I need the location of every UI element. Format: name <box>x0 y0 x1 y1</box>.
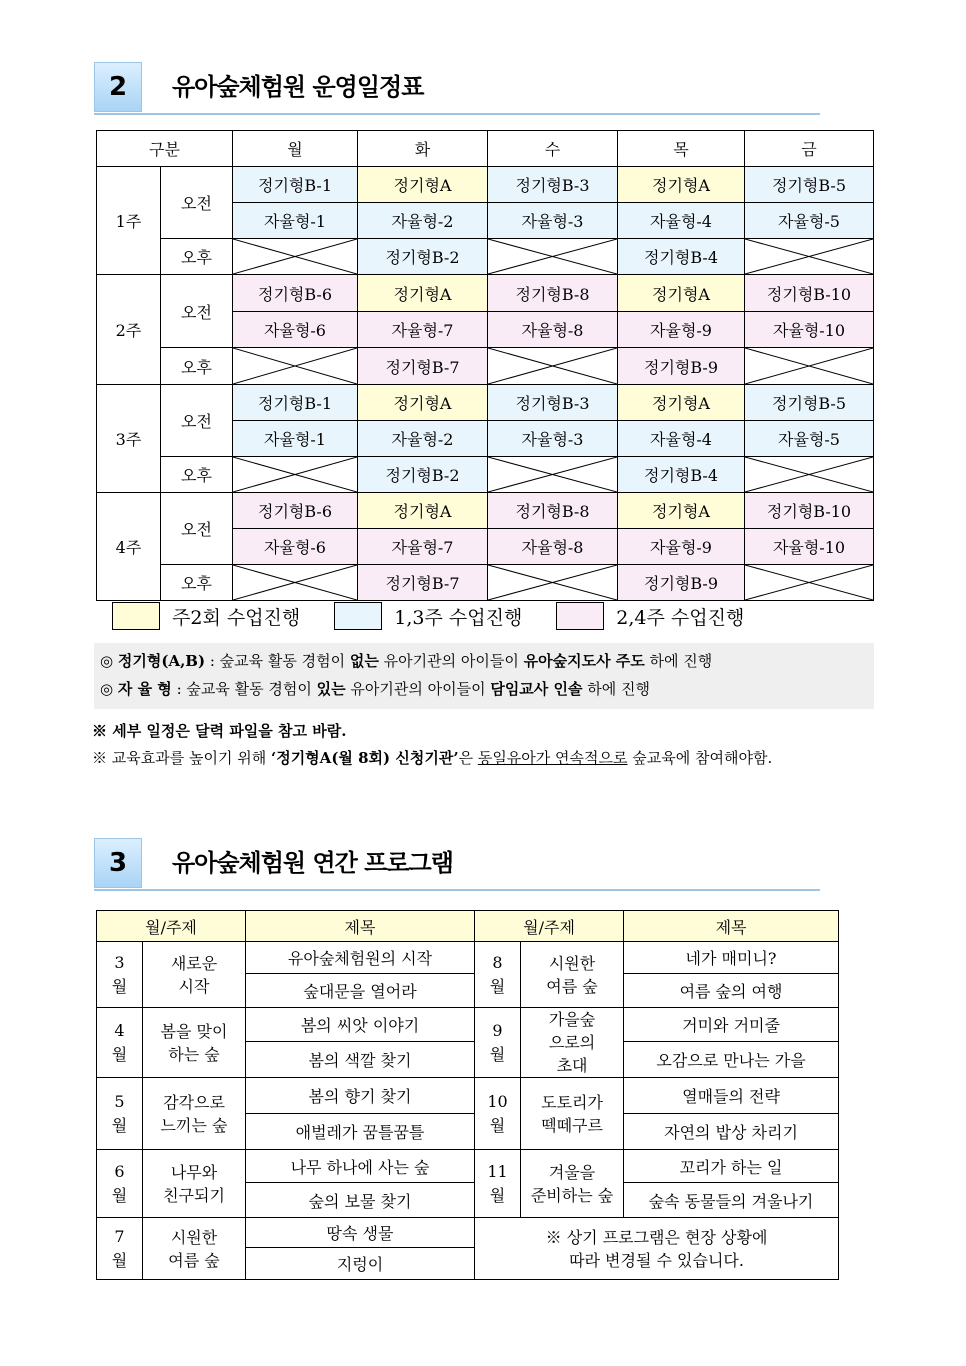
note-emph: 있는 <box>316 680 346 698</box>
cross-out-icon <box>488 457 617 492</box>
schedule-header-fri: 금 <box>745 131 874 167</box>
schedule-cell: 자율형-10 <box>745 312 874 348</box>
program-title: 지렁이 <box>246 1248 475 1280</box>
section3-rule <box>94 889 820 891</box>
program-theme: 감각으로 느끼는 숲 <box>143 1078 246 1150</box>
program-table <box>96 910 839 1280</box>
schedule-cell: 정기형A <box>358 493 488 529</box>
note-text: 숲교육에 참여해야함. <box>627 749 773 767</box>
program-month: 9 월 <box>475 1008 521 1078</box>
schedule-row <box>97 275 874 312</box>
schedule-cell: 자율형-4 <box>618 203 745 239</box>
program-row <box>97 942 839 974</box>
note-text: : 숲교육 활동 경험이 <box>205 652 350 670</box>
schedule-cell: 자율형-8 <box>488 312 618 348</box>
schedule-cell: 정기형B-8 <box>488 493 618 529</box>
cross-out-icon <box>488 565 617 600</box>
no-class-cell <box>488 348 618 385</box>
schedule-cell: 정기형B-9 <box>618 565 745 601</box>
schedule-cell: 정기형A <box>358 167 488 203</box>
schedule-row <box>97 493 874 529</box>
schedule-header-mon: 월 <box>233 131 358 167</box>
schedule-cell: 정기형B-9 <box>618 348 745 385</box>
program-title: 애벌레가 꿈틀꿈틀 <box>246 1114 475 1150</box>
week-label: 1주 <box>97 167 161 275</box>
cross-out-icon <box>745 565 873 600</box>
program-title: 네가 매미니? <box>624 942 839 974</box>
program-title: 봄의 향기 찾기 <box>246 1078 475 1114</box>
program-change-note: ※ 상기 프로그램은 현장 상황에 따라 변경될 수 있습니다. <box>475 1218 839 1280</box>
section2-number: 2 <box>94 62 142 112</box>
program-title: 땅속 생물 <box>246 1218 475 1248</box>
note-text: ※ 교육효과를 높이기 위해 <box>92 749 271 767</box>
program-title: 꼬리가 하는 일 <box>624 1150 839 1183</box>
schedule-cell: 정기형A <box>358 275 488 312</box>
note-text: 은 <box>458 749 478 767</box>
cross-out-icon <box>745 348 873 384</box>
no-class-cell <box>233 348 358 385</box>
program-month: 8 월 <box>475 942 521 1008</box>
program-title: 숲의 보물 찾기 <box>246 1183 475 1218</box>
note-calendar-text: ※ 세부 일정은 달력 파일을 참고 바람. <box>92 722 347 740</box>
schedule-cell: 자율형-10 <box>745 529 874 565</box>
program-title: 봄의 씨앗 이야기 <box>246 1008 475 1042</box>
note-bullet: ◎ <box>100 652 114 670</box>
schedule-cell: 정기형B-10 <box>745 275 874 312</box>
schedule-cell: 자율형-7 <box>358 312 488 348</box>
note-emph: 없는 <box>349 652 379 670</box>
legend-label-blue: 1,3주 수업진행 <box>394 606 523 629</box>
program-title: 자연의 밥상 차리기 <box>624 1114 839 1150</box>
morning-label: 오전 <box>161 275 233 348</box>
schedule-row <box>97 348 874 385</box>
program-theme: 나무와 친구되기 <box>143 1150 246 1218</box>
schedule-cell: 정기형B-1 <box>233 385 358 421</box>
no-class-cell <box>233 457 358 493</box>
note-autonomous-type <box>100 675 874 703</box>
note-text: 유아기관의 아이들이 <box>345 680 491 698</box>
program-theme: 새로운 시작 <box>143 942 246 1008</box>
note-underline: 동일유아가 연속적으로 <box>477 749 628 767</box>
schedule-cell: 정기형B-2 <box>358 457 488 493</box>
program-title: 봄의 색깔 찾기 <box>246 1041 475 1077</box>
legend-label-yellow: 주2회 수업진행 <box>172 606 301 629</box>
schedule-cell: 자율형-5 <box>745 203 874 239</box>
cross-out-icon <box>745 239 873 274</box>
program-header-month-theme-right: 월/주제 <box>475 911 624 942</box>
schedule-cell: 정기형B-6 <box>233 493 358 529</box>
program-month: 6 월 <box>97 1150 143 1218</box>
afternoon-label: 오후 <box>161 457 233 493</box>
note-term: 자 율 형 <box>117 680 172 698</box>
schedule-row <box>97 167 874 203</box>
section2-header <box>94 62 820 112</box>
program-header-title-right: 제목 <box>624 911 839 942</box>
note-regular-type <box>100 647 874 675</box>
program-row <box>97 1078 839 1114</box>
program-theme: 봄을 맞이 하는 숲 <box>143 1008 246 1078</box>
program-month: 4 월 <box>97 1008 143 1078</box>
schedule-cell: 정기형B-7 <box>358 565 488 601</box>
program-month: 11 월 <box>475 1150 521 1218</box>
schedule-cell: 정기형B-2 <box>358 239 488 275</box>
schedule-row <box>97 239 874 275</box>
note-text: : 숲교육 활동 경험이 <box>171 680 317 698</box>
cross-out-icon <box>233 239 357 274</box>
no-class-cell <box>745 457 874 493</box>
no-class-cell <box>745 239 874 275</box>
program-theme: 도토리가 떽떼구르 <box>521 1078 624 1150</box>
schedule-cell: 자율형-7 <box>358 529 488 565</box>
program-month: 5 월 <box>97 1078 143 1150</box>
schedule-header-tue: 화 <box>358 131 488 167</box>
program-month: 10 월 <box>475 1078 521 1150</box>
schedule-cell: 자율형-3 <box>488 203 618 239</box>
note-continuity <box>92 745 876 772</box>
program-title: 여름 숲의 여행 <box>624 974 839 1008</box>
no-class-cell <box>233 565 358 601</box>
schedule-row <box>97 385 874 421</box>
no-class-cell <box>488 239 618 275</box>
cross-out-icon <box>488 348 617 384</box>
cross-out-icon <box>233 565 357 600</box>
afternoon-label: 오후 <box>161 348 233 385</box>
program-title: 유아숲체험원의 시작 <box>246 942 475 974</box>
schedule-cell: 정기형A <box>618 493 745 529</box>
cross-out-icon <box>745 457 873 492</box>
schedule-cell: 자율형-5 <box>745 421 874 457</box>
schedule-cell: 정기형B-5 <box>745 167 874 203</box>
program-theme: 가을숲 으로의 초대 <box>521 1008 624 1078</box>
week-label: 3주 <box>97 385 161 493</box>
afternoon-label: 오후 <box>161 565 233 601</box>
no-class-cell <box>488 565 618 601</box>
schedule-cell: 정기형B-1 <box>233 167 358 203</box>
no-class-cell <box>233 239 358 275</box>
schedule-cell: 정기형B-8 <box>488 275 618 312</box>
program-row <box>97 1150 839 1183</box>
program-row <box>97 1218 839 1248</box>
schedule-cell: 정기형B-5 <box>745 385 874 421</box>
week-label: 4주 <box>97 493 161 601</box>
program-theme: 겨울을 준비하는 숲 <box>521 1150 624 1218</box>
program-title: 나무 하나에 사는 숲 <box>246 1150 475 1183</box>
schedule-cell: 정기형B-3 <box>488 385 618 421</box>
schedule-cell: 자율형-1 <box>233 203 358 239</box>
schedule-cell: 자율형-3 <box>488 421 618 457</box>
extra-notes <box>92 718 876 772</box>
legend-label-pink: 2,4주 수업진행 <box>616 606 745 629</box>
note-text: 유아기관의 아이들이 <box>378 652 524 670</box>
schedule-cell: 자율형-6 <box>233 312 358 348</box>
schedule-cell: 자율형-1 <box>233 421 358 457</box>
schedule-legend <box>112 600 778 632</box>
section2-title: 유아숲체험원 운영일정표 <box>172 73 424 101</box>
note-emph: 유아숲지도사 주도 <box>523 652 645 670</box>
schedule-cell: 정기형B-4 <box>618 457 745 493</box>
schedule-header-thu: 목 <box>618 131 745 167</box>
schedule-cell: 정기형B-10 <box>745 493 874 529</box>
program-title: 숲속 동물들의 겨울나기 <box>624 1183 839 1218</box>
program-header-month-theme-left: 월/주제 <box>97 911 246 942</box>
legend-swatch-pink <box>556 602 604 630</box>
afternoon-label: 오후 <box>161 239 233 275</box>
note-emph: 담임교사 인솔 <box>490 680 583 698</box>
no-class-cell <box>745 565 874 601</box>
schedule-cell: 자율형-6 <box>233 529 358 565</box>
section3-number: 3 <box>94 838 142 888</box>
schedule-cell: 정기형B-6 <box>233 275 358 312</box>
schedule-cell: 자율형-4 <box>618 421 745 457</box>
no-class-cell <box>745 348 874 385</box>
no-class-cell <box>488 457 618 493</box>
morning-label: 오전 <box>161 385 233 457</box>
legend-swatch-blue <box>334 602 382 630</box>
schedule-cell: 정기형A <box>618 275 745 312</box>
program-title: 열매들의 전략 <box>624 1078 839 1114</box>
note-term: 정기형(A,B) <box>117 652 206 670</box>
program-title: 오감으로 만나는 가을 <box>624 1041 839 1077</box>
schedule-cell: 자율형-9 <box>618 529 745 565</box>
note-bullet: ◎ <box>100 680 114 698</box>
schedule-cell: 자율형-9 <box>618 312 745 348</box>
schedule-cell: 자율형-2 <box>358 421 488 457</box>
program-title: 거미와 거미줄 <box>624 1008 839 1042</box>
schedule-cell: 자율형-8 <box>488 529 618 565</box>
note-calendar <box>92 718 876 745</box>
program-theme: 시원한 여름 숲 <box>143 1218 246 1280</box>
week-label: 2주 <box>97 275 161 385</box>
section2-rule <box>94 113 820 115</box>
section3-header <box>94 838 820 888</box>
program-theme: 시원한 여름 숲 <box>521 942 624 1008</box>
program-row <box>97 1008 839 1042</box>
schedule-row <box>97 565 874 601</box>
note-text: 하에 진행 <box>582 680 650 698</box>
program-month: 3 월 <box>97 942 143 1008</box>
program-title: 숲대문을 열어라 <box>246 974 475 1008</box>
schedule-cell: 정기형B-7 <box>358 348 488 385</box>
type-notes-box <box>94 643 874 709</box>
schedule-cell: 정기형B-3 <box>488 167 618 203</box>
schedule-cell: 정기형A <box>618 385 745 421</box>
schedule-cell: 정기형A <box>618 167 745 203</box>
note-text: 하에 진행 <box>644 652 713 670</box>
schedule-cell: 정기형B-4 <box>618 239 745 275</box>
program-header-title-left: 제목 <box>246 911 475 942</box>
morning-label: 오전 <box>161 493 233 565</box>
section3-title: 유아숲체험원 연간 프로그램 <box>172 849 453 877</box>
schedule-header-category: 구분 <box>97 131 233 167</box>
program-month: 7 월 <box>97 1218 143 1280</box>
schedule-row <box>97 457 874 493</box>
schedule-table <box>96 130 874 601</box>
note-emph: ‘정기형A(월 8회) 신청기관’ <box>270 749 459 767</box>
schedule-cell: 정기형A <box>358 385 488 421</box>
cross-out-icon <box>488 239 617 274</box>
schedule-header-wed: 수 <box>488 131 618 167</box>
cross-out-icon <box>233 348 357 384</box>
schedule-cell: 자율형-2 <box>358 203 488 239</box>
cross-out-icon <box>233 457 357 492</box>
morning-label: 오전 <box>161 167 233 239</box>
legend-swatch-yellow <box>112 602 160 630</box>
